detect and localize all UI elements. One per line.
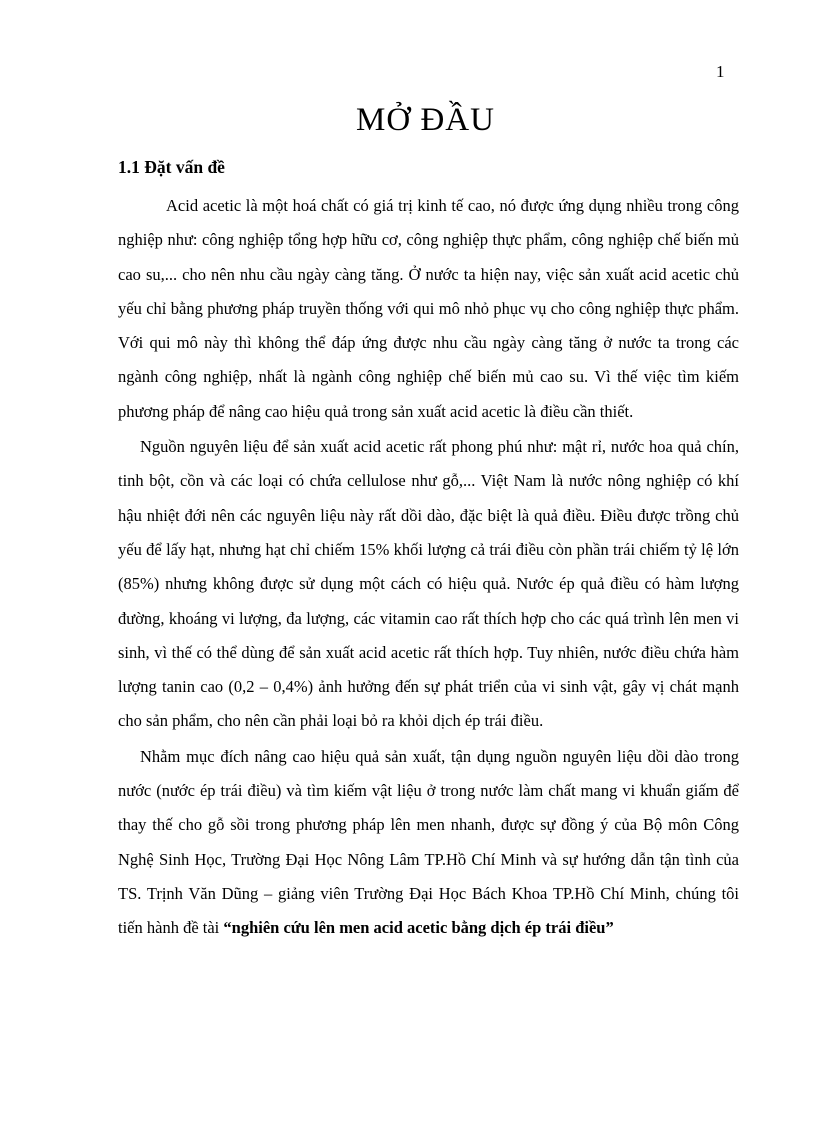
- thesis-title: “nghiên cứu lên men acid acetic bằng dịch ép trái điều”: [223, 918, 614, 938]
- section-body: [118, 189, 739, 946]
- page-number: 1: [716, 62, 725, 81]
- paragraph-1: Acid acetic là một hoá chất có giá trị kinh tế cao, nó được ứng dụng nhiều trong công nghiệp như: công nghiệp tổng hợp hữu cơ, công nghiệp thực phẩm, công nghiệp chế biến mủ cao su,... cho nên nhu cầu ngày càng tăng. Ở nước ta hiện nay, việc sản xuất acid acetic chủ yếu chỉ bằng phương pháp truyền thống với qui mô nhỏ phục vụ cho công nghiệp thực phẩm. Với qui mô này thì không thể đáp ứng được nhu cầu ngày càng tăng ở nước ta trong các ngành công nghiệp, nhất là ngành công nghiệp chế biến mủ cao su. Vì thế việc tìm kiếm phương pháp để nâng cao hiệu quả trong sản xuất acid acetic là điều cần thiết.: [118, 196, 739, 421]
- paragraph-3-text: Nhằm mục đích nâng cao hiệu quả sản xuất, tận dụng nguồn nguyên liệu dồi dào trong nước (nước ép trái điều) và tìm kiếm vật liệu ở trong nước làm chất mang vi khuẩn giấm để thay thế cho gỗ sồi trong phương pháp lên men nhanh, được sự đồng ý của Bộ môn Công Nghệ Sinh Học, Trường Đại Học Nông Lâm TP.Hồ Chí Minh và sự hướng dẫn tận tình của TS. Trịnh Văn Dũng – giảng viên Trường Đại Học Bách Khoa TP.Hồ Chí Minh, chúng tôi tiến hành đề tài: [118, 746, 739, 938]
- section-heading: 1.1 Đặt vấn đề: [118, 157, 225, 177]
- paragraph-2: Nguồn nguyên liệu để sản xuất acid acetic rất phong phú như: mật rỉ, nước hoa quả chín, tinh bột, cồn và các loại có chứa cellulose như gỗ,... Việt Nam là nước nông nghiệp có khí hậu nhiệt đới nên các nguyên liệu này rất dồi dào, đặc biệt là quả điều. Điều được trồng chủ yếu để lấy hạt, nhưng hạt chỉ chiếm 15% khối lượng cả trái điều còn phần trái chiếm tỷ lệ lớn (85%) nhưng không được sử dụng một cách có hiệu quả. Nước ép quả điều có hàm lượng đường, khoáng vi lượng, đa lượng, các vitamin cao rất thích hợp cho các quá trình lên men vi sinh, vì thế có thể dùng để sản xuất acid acetic rất thích hợp. Tuy nhiên, nước điều chứa hàm lượng tanin cao (0,2 – 0,4%) ảnh hưởng đến sự phát triển của vi sinh vật, gây vị chát mạnh cho sản phẩm, cho nên cần phải loại bỏ ra khỏi dịch ép trái điều.: [118, 437, 739, 731]
- chapter-title: MỞ ĐẦU: [356, 102, 495, 138]
- paragraph-3: [118, 740, 739, 946]
